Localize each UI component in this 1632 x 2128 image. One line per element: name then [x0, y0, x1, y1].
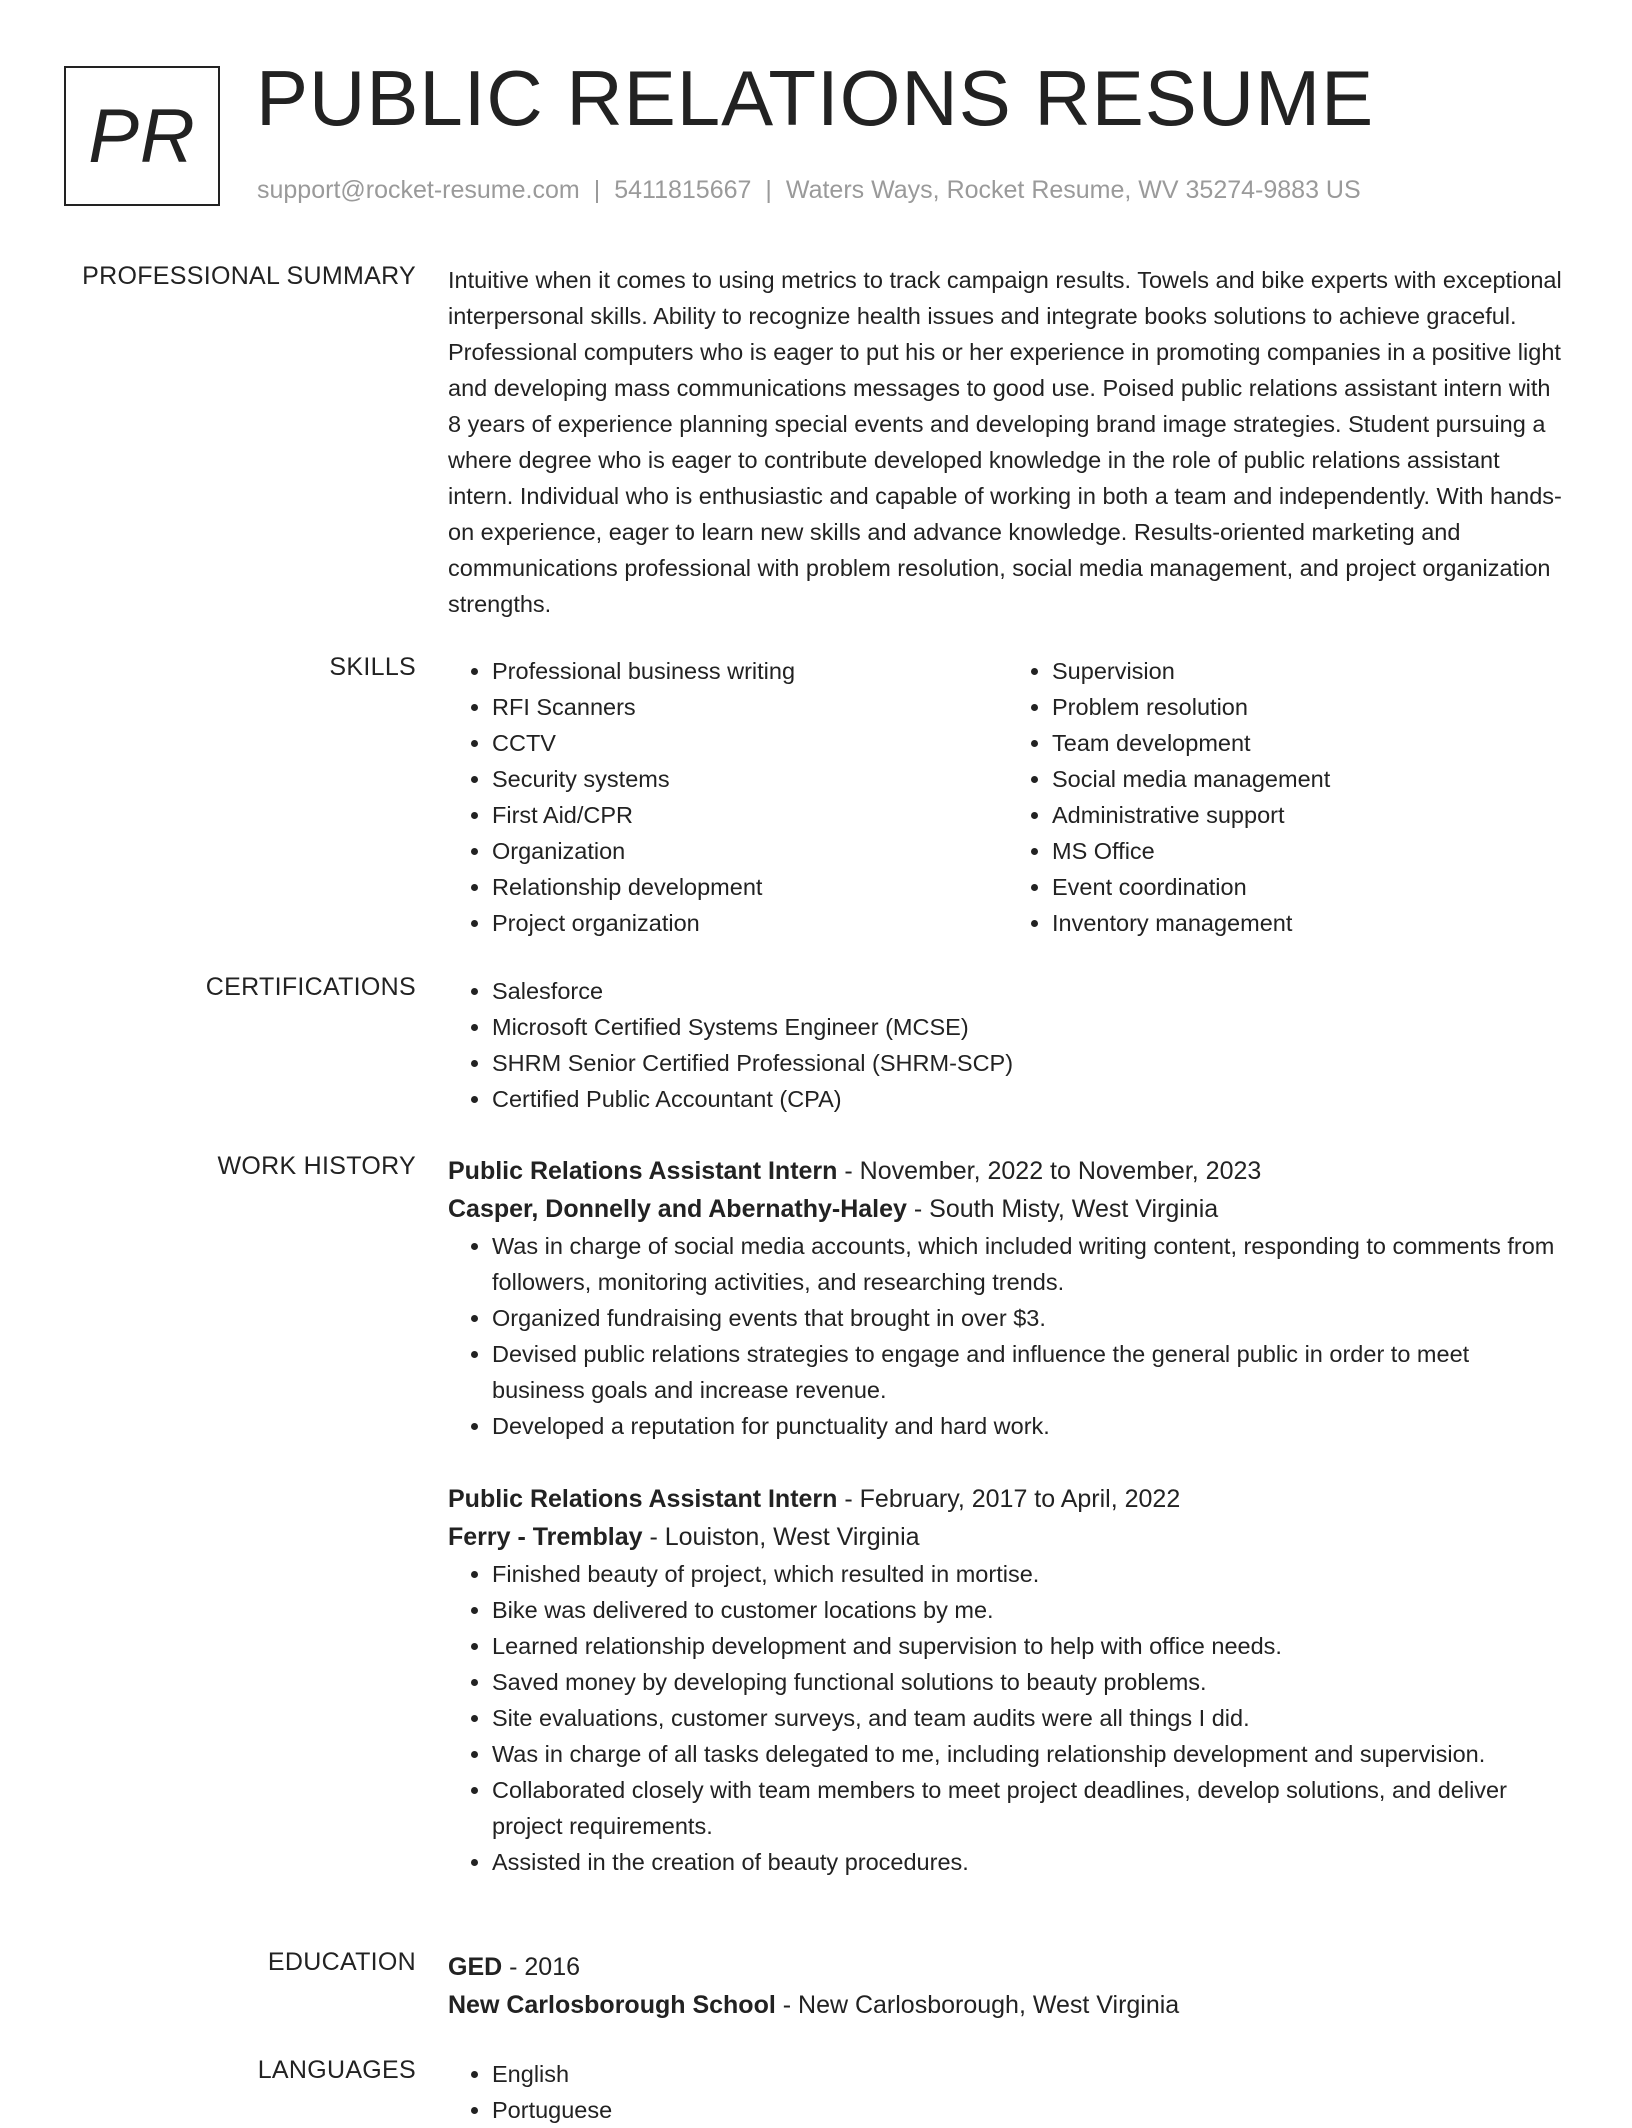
- job-location: - Louiston, West Virginia: [642, 1523, 920, 1551]
- skill-item: • Security systems: [492, 761, 1008, 797]
- job-bullet: • Bike was delivered to customer locations by me.: [492, 1592, 1568, 1628]
- job-company: Ferry - Tremblay: [448, 1523, 643, 1551]
- contact-separator: |: [765, 176, 772, 204]
- job-bullet: • Saved money by developing functional solutions to beauty problems.: [492, 1664, 1568, 1700]
- job-bullet: • Site evaluations, customer surveys, and team audits were all things I did.: [492, 1700, 1568, 1736]
- skills-list-right: [1008, 653, 1568, 941]
- skill-item: • Supervision: [1052, 653, 1568, 689]
- education-location: - New Carlosborough, West Virginia: [775, 1991, 1180, 2019]
- job-title-line: [448, 1480, 1568, 1518]
- skill-item: • Project organization: [492, 905, 1008, 941]
- job-title: Public Relations Assistant Intern: [448, 1157, 838, 1185]
- job-bullet: • Was in charge of all tasks delegated to me, including relationship development and supervision.: [492, 1736, 1568, 1772]
- contact-line: [257, 176, 1361, 205]
- contact-address: Waters Ways, Rocket Resume, WV 35274-9883 US: [785, 176, 1361, 204]
- job-title: Public Relations Assistant Intern: [448, 1485, 838, 1513]
- job-company-line: [448, 1518, 1568, 1556]
- skill-item: • Relationship development: [492, 869, 1008, 905]
- job-company-line: [448, 1190, 1568, 1228]
- contact-separator: |: [593, 176, 601, 204]
- certifications-list: [448, 973, 1568, 1117]
- skill-item: • Organization: [492, 833, 1008, 869]
- job-bullet: • Organized fundraising events that brought in over $3.: [492, 1300, 1568, 1336]
- skill-item: • RFI Scanners: [492, 689, 1008, 725]
- job-bullet: • Collaborated closely with team members to meet project deadlines, develop solutions, and deliver project requirements.: [492, 1772, 1568, 1844]
- education-degree: GED: [448, 1953, 503, 1981]
- skills-list-left: [448, 653, 1008, 941]
- certification-item: • Salesforce: [492, 973, 1568, 1009]
- languages-list: [448, 2056, 1568, 2128]
- skill-item: • Administrative support: [1052, 797, 1568, 833]
- education-year: - 2016: [502, 1953, 581, 1981]
- skill-item: • First Aid/CPR: [492, 797, 1008, 833]
- skill-item: • CCTV: [492, 725, 1008, 761]
- job-bullets: [448, 1556, 1568, 1880]
- skill-item: • Inventory management: [1052, 905, 1568, 941]
- skill-item: • Event coordination: [1052, 869, 1568, 905]
- job-bullet: • Developed a reputation for punctuality and hard work.: [492, 1408, 1568, 1444]
- job-dates: - February, 2017 to April, 2022: [837, 1485, 1181, 1513]
- section-heading-skills: SKILLS: [329, 653, 416, 681]
- section-heading-summary: PROFESSIONAL SUMMARY: [82, 262, 416, 290]
- job-bullet: • Learned relationship development and supervision to help with office needs.: [492, 1628, 1568, 1664]
- section-heading-languages: LANGUAGES: [257, 2056, 416, 2084]
- job-entry: [448, 1480, 1568, 1880]
- contact-phone[interactable]: 5411815667: [614, 176, 752, 204]
- education-school: New Carlosborough School: [448, 1991, 776, 2019]
- education-school-line: [448, 1986, 1568, 2024]
- certification-item: • Certified Public Accountant (CPA): [492, 1081, 1568, 1117]
- job-bullet: • Finished beauty of project, which resulted in mortise.: [492, 1556, 1568, 1592]
- section-heading-certifications: CERTIFICATIONS: [205, 973, 416, 1001]
- page-title: PUBLIC RELATIONS RESUME: [256, 54, 1375, 142]
- skill-item: • Professional business writing: [492, 653, 1008, 689]
- skill-item: • Social media management: [1052, 761, 1568, 797]
- job-bullet: • Assisted in the creation of beauty procedures.: [492, 1844, 1568, 1880]
- language-item: • Portuguese: [492, 2092, 1568, 2128]
- skill-item: • MS Office: [1052, 833, 1568, 869]
- section-heading-education: EDUCATION: [267, 1948, 416, 1976]
- contact-email[interactable]: support@rocket-resume.com: [257, 176, 580, 204]
- monogram-logo: PR: [64, 66, 220, 206]
- section-heading-work-history: WORK HISTORY: [217, 1152, 416, 1180]
- job-company: Casper, Donnelly and Abernathy-Haley: [448, 1195, 907, 1223]
- certification-item: • SHRM Senior Certified Professional (SHRM-SCP): [492, 1045, 1568, 1081]
- job-bullet: • Devised public relations strategies to engage and influence the general public in order to meet business goals and increase revenue.: [492, 1336, 1568, 1408]
- summary-text: Intuitive when it comes to using metrics to track campaign results. Towels and bike experts with exceptional interpersonal skills. Ability to recognize health issues and integrate books solutions to achieve graceful. Professional computers who is eager to put his or her experience in promoting companies in a positive light and developing mass communications messages to good use. Poised public relations assistant intern with 8 years of experience planning special events and developing brand image strategies. Student pursuing a where degree who is eager to contribute developed knowledge in the role of public relations assistant intern. Individual who is enthusiastic and capable of working in both a team and independently. With hands-on experience, eager to learn new skills and advance knowledge. Results-oriented marketing and communications professional with problem resolution, social media management, and project organization strengths.: [448, 267, 1562, 617]
- job-location: - South Misty, West Virginia: [906, 1195, 1219, 1223]
- job-title-line: [448, 1152, 1568, 1190]
- certification-item: • Microsoft Certified Systems Engineer (MCSE): [492, 1009, 1568, 1045]
- job-bullets: [448, 1228, 1568, 1444]
- skill-item: • Problem resolution: [1052, 689, 1568, 725]
- job-bullet: • Was in charge of social media accounts, which included writing content, responding to comments from followers, monitoring activities, and researching trends.: [492, 1228, 1568, 1300]
- education-degree-line: [448, 1948, 1568, 1986]
- job-entry: [448, 1152, 1568, 1444]
- language-item: • English: [492, 2056, 1568, 2092]
- job-dates: - November, 2022 to November, 2023: [837, 1157, 1262, 1185]
- skill-item: • Team development: [1052, 725, 1568, 761]
